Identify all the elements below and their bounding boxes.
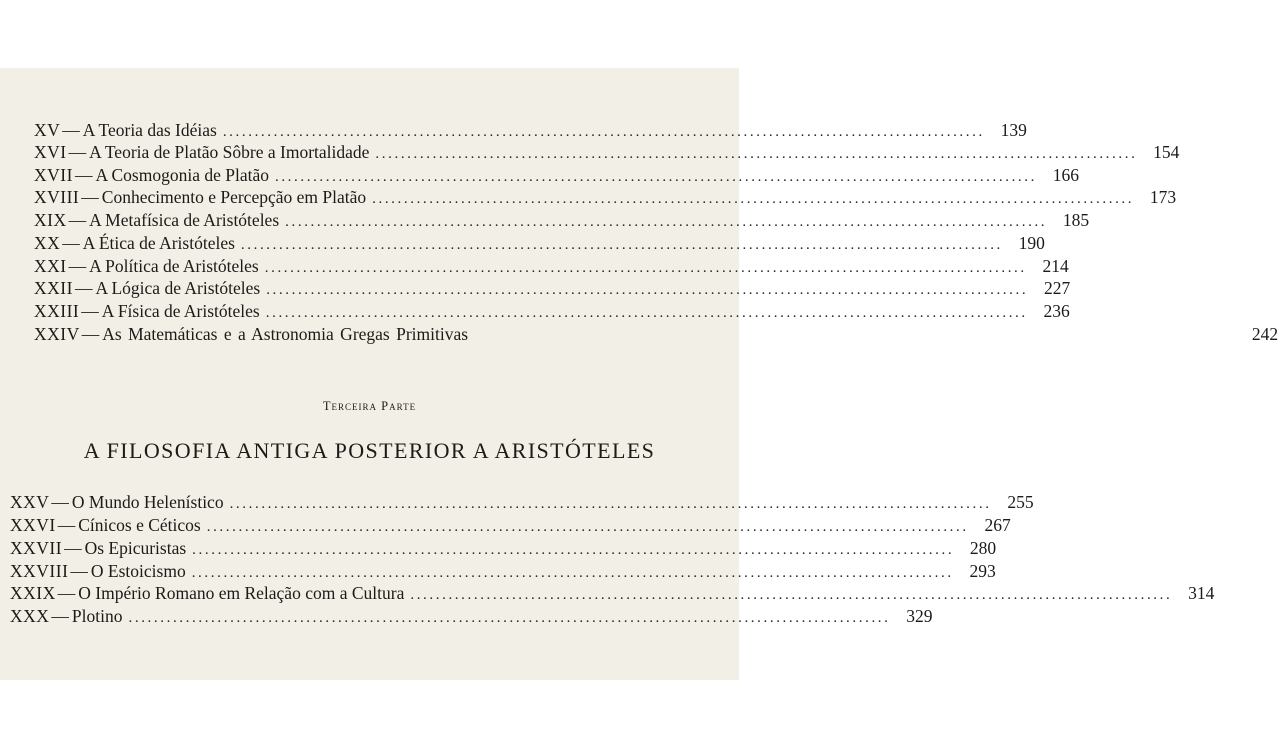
dash: — [62,233,80,253]
toc-entry [34,186,1177,208]
chapter-number: XV [34,120,61,140]
chapter-number: XVII [34,165,73,185]
dot-leader: ........................................................................................................................ [285,214,1048,230]
dot-leader: ........................................................................................................................ [229,496,992,512]
dash: — [68,256,87,276]
toc-entry [34,141,1180,163]
toc-entry [34,277,1071,299]
page-number: 139 [1000,120,1027,140]
chapter-title: Conhecimento e Percepção em Platão [101,187,367,207]
chapter-title: Plotino [71,606,123,626]
dot-leader: ........................................................................................................................ [372,191,1135,207]
chapter-title: As Matemáticas e a Astronomia Gregas Primitivas [102,324,469,344]
page-number: 185 [1062,210,1090,230]
page-number: 227 [1043,278,1071,298]
toc-entry [34,164,1079,186]
chapter-number: XX [34,233,61,253]
chapter-title: A Cosmogonia de Platão [95,165,269,185]
page-number: 173 [1149,187,1177,207]
chapter-title: A Política de Aristóteles [89,256,259,276]
part-label: Terceira Parte [322,399,417,413]
chapter-number: XXVIII [10,561,69,581]
toc-entry [34,209,1090,231]
dash: — [57,515,76,535]
toc-entry [34,323,1278,345]
toc-entry [10,582,1215,604]
dot-leader: ........................................................................................................................ [240,237,1003,253]
chapter-title: A Lógica de Aristóteles [95,278,261,298]
chapter-title: O Mundo Helenístico [71,492,224,512]
dot-leader: ........................................................................................................................ [222,124,985,140]
chapter-number: XXII [34,278,73,298]
toc-entry [34,232,1045,254]
toc-entry [10,605,933,627]
toc-entry [10,537,997,559]
dash: — [68,210,87,230]
dot-leader: ........................................................................................................................ [265,305,1028,321]
page-number: 154 [1153,142,1180,162]
dash: — [70,561,88,581]
page-number: 242 [1251,324,1278,344]
dash: — [81,301,99,321]
dot-leader: ........................................................................................................................ [206,519,969,535]
dot-leader: ........................................................................................................................ [264,260,1027,276]
toc-entry [10,560,996,582]
part-title: A FILOSOFIA ANTIGA POSTERIOR A ARISTÓTELES [83,438,656,463]
chapter-title: A Ética de Aristóteles [82,233,235,253]
chapter-title: Os Epicuristas [84,538,187,558]
chapter-number: XXIII [34,301,80,321]
book-page [0,68,1278,680]
toc-entry [34,119,1027,141]
chapter-number: XXI [34,256,67,276]
dash: — [57,583,76,603]
chapter-number: XVIII [34,187,80,207]
chapter-number: XXIV [34,324,80,344]
dash: — [51,492,69,512]
chapter-number: XXVII [10,538,63,558]
chapter-number: XIX [34,210,67,230]
page-number: 329 [906,606,933,626]
page-number: 280 [969,538,997,558]
chapter-number: XXVI [10,515,56,535]
dash: — [81,324,100,344]
chapter-number: XVI [34,142,67,162]
dot-leader: ........................................................................................................................ [191,565,954,581]
dash: — [74,278,93,298]
dot-leader: ........................................................................................................................ [266,282,1029,298]
chapter-title: A Teoria das Idéias [82,120,217,140]
page-number: 166 [1052,165,1079,185]
dash: — [74,165,93,185]
page-number: 236 [1043,301,1070,321]
chapter-title: O Estoicismo [90,561,186,581]
chapter-title: A Teoria de Platão Sôbre a Imortalidade [89,142,370,162]
dash: — [81,187,99,207]
chapter-title: A Física de Aristóteles [101,301,260,321]
dash: — [62,120,80,140]
toc-entry [34,300,1070,322]
toc-entry [10,491,1034,513]
chapter-number: XXX [10,606,50,626]
dash: — [64,538,82,558]
chapter-number: XXIX [10,583,56,603]
page-number: 214 [1042,256,1069,276]
dash: — [68,142,87,162]
dash: — [51,606,69,626]
dot-leader: ........................................................................................................................ [375,146,1138,162]
dot-leader: ........................................................................................................................ [274,169,1037,185]
page-number: 267 [984,515,1011,535]
toc-entry [10,514,1011,536]
chapter-title: O Império Romano em Relação com a Cultura [78,583,405,603]
page-number: 255 [1007,492,1034,512]
dot-leader: ........................................................................................................................ [192,542,955,558]
page-number: 314 [1188,583,1215,603]
chapter-title: Cínicos e Céticos [78,515,201,535]
page-number: 293 [969,561,996,581]
chapter-number: XXV [10,492,50,512]
page-number: 190 [1018,233,1045,253]
dot-leader: ........................................................................................................................ [410,587,1173,603]
dot-leader: ........................................................................................................................ [128,610,891,626]
chapter-title: A Metafísica de Aristóteles [89,210,280,230]
toc-entry [34,255,1069,277]
